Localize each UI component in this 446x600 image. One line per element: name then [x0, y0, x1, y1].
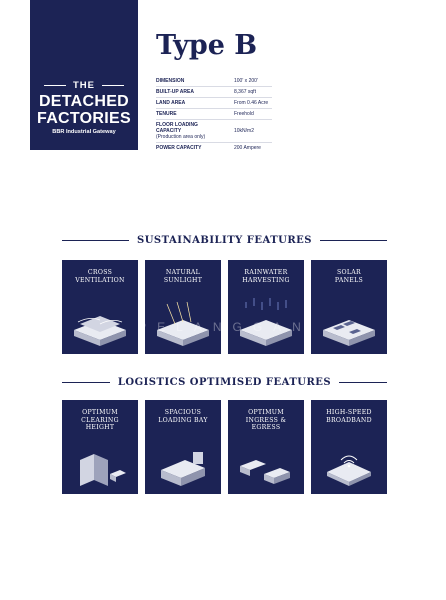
feature-card-broadband [311, 400, 387, 494]
spec-label: TENURE [156, 111, 177, 117]
card-label [230, 409, 302, 432]
spec-label-note: (Production area only) [156, 134, 206, 140]
heading-rule [62, 240, 129, 241]
card-label [64, 409, 136, 432]
card-label-line: EGRESS [251, 424, 281, 431]
brand-block [30, 0, 138, 150]
broadband-icon [319, 440, 379, 494]
spec-value: From 0.46 Acre [234, 100, 269, 106]
feature-card-clearing-height [62, 400, 138, 494]
sustainability-heading-text: SUSTAINABILITY FEATURES [136, 235, 313, 246]
clearing-height-icon [70, 440, 130, 494]
feature-card-loading-bay [145, 400, 221, 494]
card-label-line: HIGH-SPEED [326, 409, 372, 416]
heading-rule [62, 382, 110, 383]
spec-row [156, 109, 272, 120]
watermark: PELANGGAN [138, 320, 312, 334]
factory-solar-icon [319, 294, 379, 350]
heading-rule [339, 382, 387, 383]
spec-value: 8,367 sqft [234, 89, 256, 95]
feature-card-rainwater-harvesting [228, 260, 304, 354]
logistics-heading-text: LOGISTICS OPTIMISED FEATURES [117, 377, 332, 388]
card-label-line: OPTIMUM [82, 409, 118, 416]
spec-table [156, 76, 272, 153]
card-label-line: SOLAR [336, 269, 362, 276]
spec-label [156, 122, 234, 140]
card-label [230, 269, 302, 284]
card-label-line: HARVESTING [242, 276, 290, 284]
card-label-line: VENTILATION [75, 276, 125, 284]
trucks-icon [236, 440, 296, 494]
spec-value: 200 Ampere [234, 145, 261, 151]
card-label-line: OPTIMUM [248, 409, 284, 416]
brand-title-line2: FACTORIES [37, 110, 131, 127]
card-label-line: INGRESS & [245, 416, 287, 424]
card-label [147, 409, 219, 424]
logistics-heading [62, 377, 387, 388]
spec-label: DIMENSION [156, 78, 185, 84]
spec-value: Freehold [234, 111, 254, 117]
feature-card-cross-ventilation [62, 260, 138, 354]
card-label-line: BROADBAND [326, 416, 372, 424]
spec-label-line: FLOOR LOADING [156, 122, 198, 128]
brand-title [30, 93, 138, 127]
card-label-line: PANELS [334, 276, 364, 284]
brand-subtitle: BBR Industrial Gateway [52, 129, 116, 135]
spec-value: 100' x 200' [234, 78, 258, 84]
card-label-line: NATURAL [165, 269, 201, 276]
feature-card-natural-sunlight [145, 260, 221, 354]
brand-title-line1: DETACHED [38, 93, 130, 110]
card-label [313, 269, 385, 284]
type-title: Type B [156, 30, 258, 61]
card-label-line: RAINWATER [244, 269, 288, 276]
feature-card-ingress-egress [228, 400, 304, 494]
card-label-line: SPACIOUS [164, 409, 202, 416]
card-label-line: SUNLIGHT [163, 276, 203, 284]
sustainability-heading [62, 235, 387, 246]
spec-label: LAND AREA [156, 100, 186, 106]
spec-value: 10kN/m2 [234, 128, 255, 134]
factory-ventilation-icon [70, 294, 130, 350]
card-label-line: CLEARING [81, 416, 119, 424]
card-label [64, 269, 136, 284]
spec-row [156, 143, 272, 153]
brand-the: THE [30, 80, 138, 91]
spec-label: BUILT-UP AREA [156, 89, 194, 95]
factory-sunlight-icon [153, 294, 213, 350]
card-label [313, 409, 385, 424]
spec-row [156, 120, 272, 143]
spec-label-line: CAPACITY [156, 128, 182, 134]
card-label-line: CROSS [87, 269, 113, 276]
spec-label: POWER CAPACITY [156, 145, 202, 151]
card-label-line: HEIGHT [85, 424, 115, 431]
spec-row [156, 76, 272, 87]
card-label [147, 269, 219, 284]
spec-row [156, 98, 272, 109]
heading-rule [320, 240, 387, 241]
feature-card-solar-panels [311, 260, 387, 354]
card-label-line: LOADING BAY [158, 416, 208, 424]
spec-row [156, 87, 272, 98]
factory-rain-icon [236, 294, 296, 350]
loading-bay-icon [153, 440, 213, 494]
